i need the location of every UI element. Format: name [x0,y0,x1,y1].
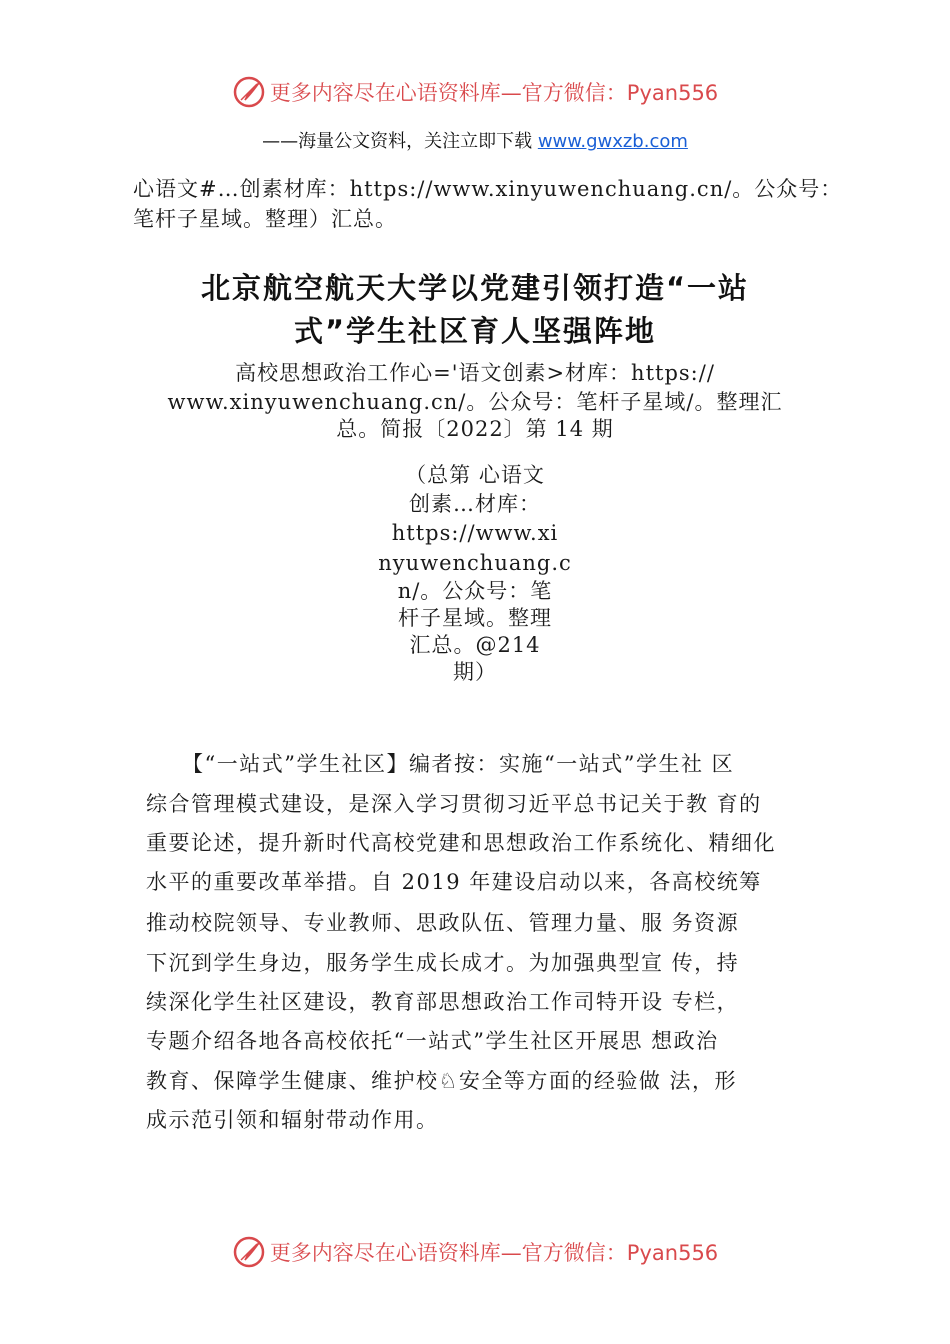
footer-banner [0,1232,950,1272]
body-line: 【“一站式”学生社区】编者按：实施“一站式”学生社 区 [182,752,735,776]
intro-line: 心语文#…创素材库：https://www.xinyuwenchuang.cn/。公众号： [133,177,843,201]
body-line: 教育、保障学生健康、维护校♘安全等方面的经验做 法，形 [146,1069,737,1093]
page-title: 式”学生社区育人坚强阵地 [293,314,657,348]
issue-line: 期） [453,660,497,684]
header-banner [0,72,950,112]
body-line: 专题介绍各地各高校依托“一站式”学生社区开展思 想政治 [146,1029,719,1053]
header-banner-text: 更多内容尽在心语资料库—官方微信：Pyan556 [269,81,719,105]
issue-line: 杆子星域。整理 [398,606,552,630]
quill-logo-icon [232,75,266,109]
site-link[interactable]: www.gwxzb.com [537,131,688,152]
body-line: 推动校院领导、专业教师、思政队伍、管理力量、服 务资源 [146,911,740,935]
body-line: 重要论述，提升新时代高校党建和思想政治工作系统化、精细化 [146,831,776,855]
subtitle-line: www.xinyuwenchuang.cn/。公众号：笔杆子星域/。整理汇 [167,390,783,414]
intro-line: 笔杆子星域。整理）汇总。 [133,207,397,231]
issue-line: https://www.xi [391,521,559,545]
body-line: 成示范引领和辐射带动作用。 [146,1108,439,1132]
subtitle-line: 总。简报〔2022〕第 14 期 [336,417,614,441]
issue-line: 汇总。@214 [409,633,541,657]
page-title: 北京航空航天大学以党建引领打造“一站 [200,271,750,305]
body-line: 续深化学生社区建设，教育部思想政治工作司特开设 专栏， [146,990,740,1014]
issue-line: （总第 心语文 [405,463,545,487]
quill-logo-icon [232,1235,266,1269]
body-line: 下沉到学生身边，服务学生成长成才。为加强典型宣 传，持 [146,951,740,975]
tagline-text: ——海量公文资料，关注立即下载 [262,131,538,152]
download-tagline [0,127,950,153]
issue-line: 创素…材库： [409,492,541,516]
issue-line: nyuwenchuang.c [378,551,572,575]
body-line: 水平的重要改革举措。自 2019 年建设启动以来，各高校统筹 [146,870,762,894]
subtitle-line: 高校思想政治工作心='语文创素>材库：https:// [235,361,715,385]
issue-line: n/。公众号：笔 [397,579,553,603]
body-line: 综合管理模式建设，是深入学习贯彻习近平总书记关于教 育的 [146,792,762,816]
footer-banner-text: 更多内容尽在心语资料库—官方微信：Pyan556 [269,1241,719,1265]
